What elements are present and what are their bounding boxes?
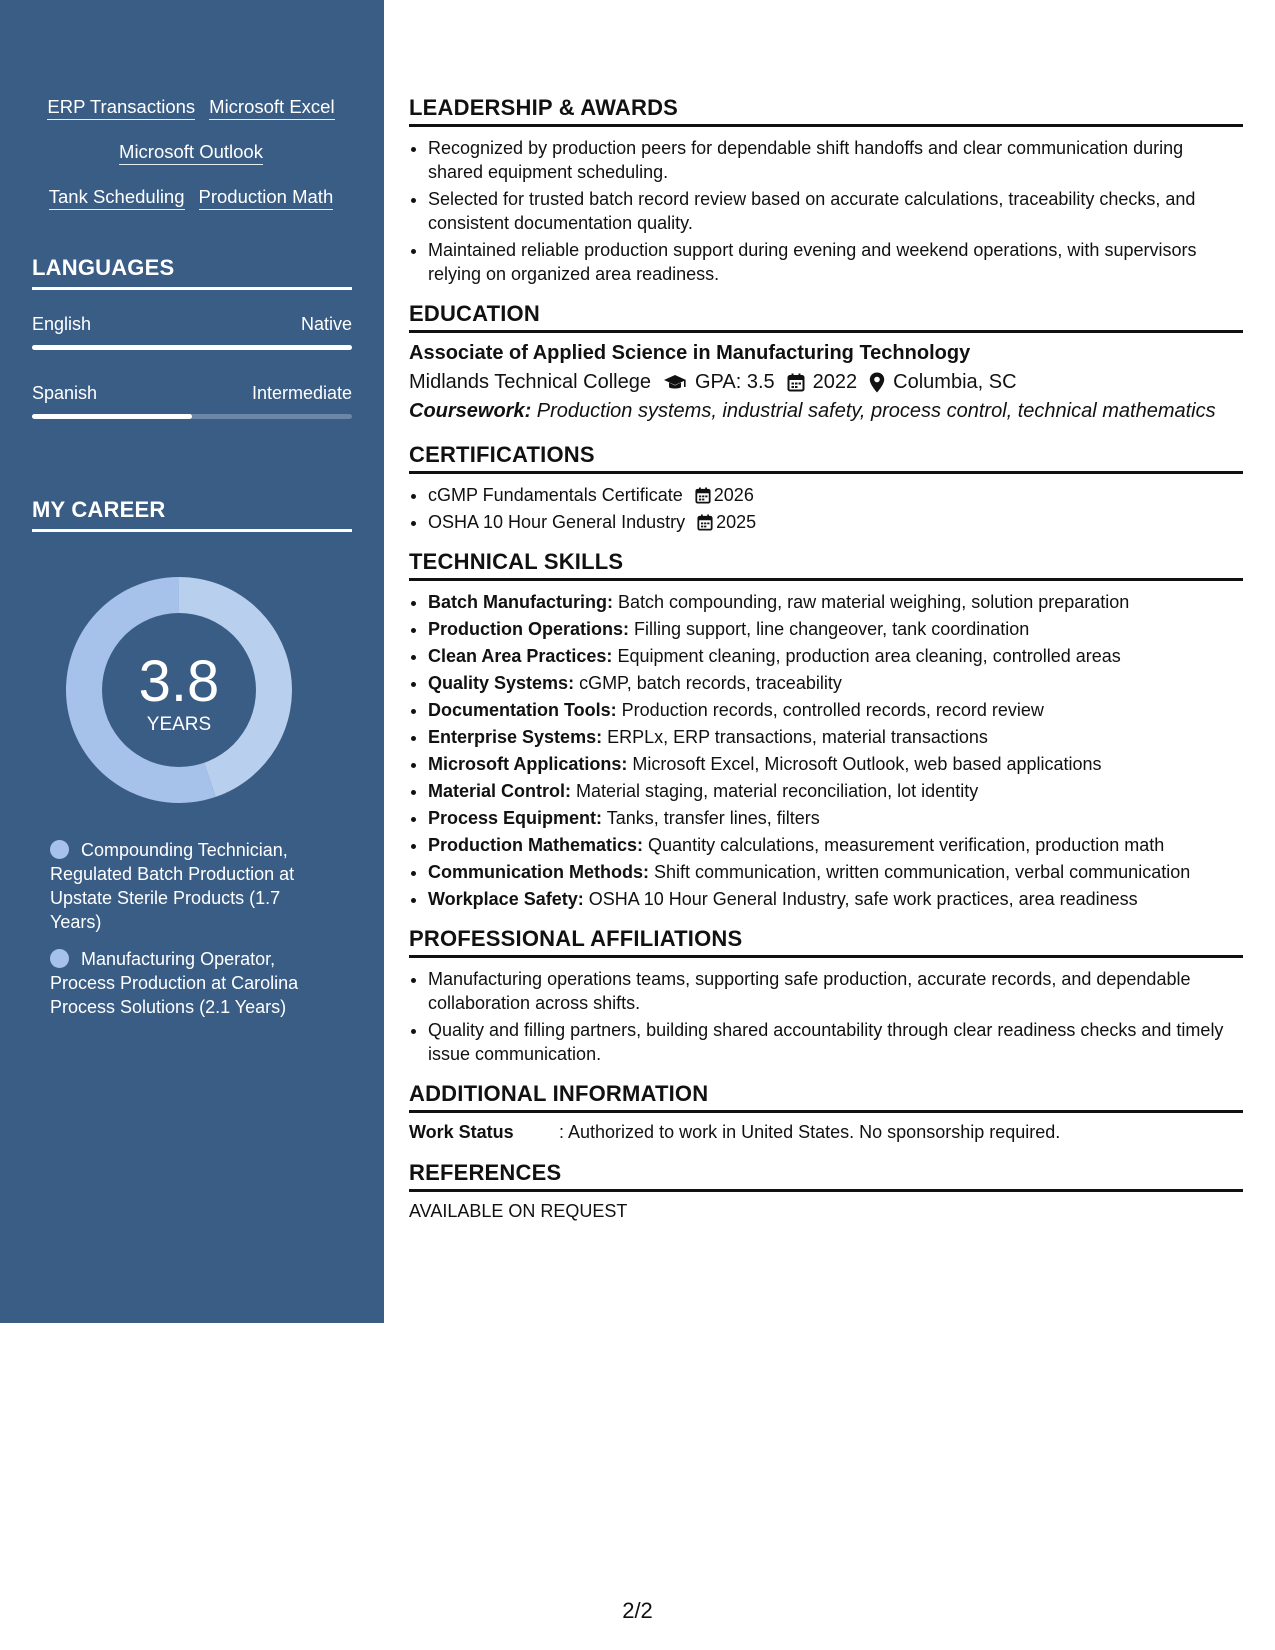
skill-label: Enterprise Systems:	[428, 727, 603, 747]
proficiency-bar	[32, 345, 352, 350]
references-heading: REFERENCES	[409, 1159, 1243, 1192]
leadership-heading: LEADERSHIP & AWARDS	[409, 94, 1243, 127]
school-location: Columbia, SC	[893, 371, 1017, 393]
skill-text: cGMP, batch records, traceability	[574, 673, 842, 693]
skill-item	[428, 644, 1243, 668]
list-item: • Quality and filling partners, building shared accountability through clear readiness checks and timely issue communication.	[428, 1018, 1243, 1066]
career-total: 3.8	[138, 649, 220, 714]
work-status-value: : Authorized to work in United States. No sponsorship required.	[559, 1122, 1061, 1142]
skill-tag: Microsoft Outlook	[119, 141, 263, 165]
location-pin-icon	[869, 372, 885, 393]
graduation-year: 2022	[812, 371, 858, 393]
language-english	[32, 314, 352, 350]
skill-label: Documentation Tools:	[428, 700, 617, 720]
certifications-heading: CERTIFICATIONS	[409, 441, 1243, 474]
education-heading: EDUCATION	[409, 300, 1243, 333]
list-item: • Manufacturing operations teams, supporting safe production, accurate records, and dependable collaboration across shifts.	[428, 967, 1243, 1015]
career-item	[50, 838, 325, 934]
proficiency-bar-fill	[32, 345, 352, 350]
cert-year: 2025	[716, 512, 757, 532]
calendar-icon	[697, 514, 713, 531]
skill-label: Clean Area Practices:	[428, 646, 613, 666]
proficiency-bar	[32, 414, 352, 419]
page-number: 2/2	[622, 1598, 653, 1623]
language-level: Native	[300, 314, 352, 334]
graduation-cap-icon	[663, 374, 687, 392]
language-name: English	[32, 314, 92, 334]
career-heading: MY CAREER	[32, 497, 352, 532]
coursework-label: Coursework:	[409, 400, 532, 422]
proficiency-bar-fill	[32, 414, 192, 419]
coursework	[409, 400, 1243, 423]
skill-label: Material Control:	[428, 781, 572, 801]
skill-item	[428, 779, 1243, 803]
skill-text: Microsoft Excel, Microsoft Outlook, web based applications	[627, 754, 1102, 774]
skill-item	[428, 671, 1243, 695]
sidebar	[0, 0, 384, 1323]
list-item: • Recognized by production peers for dependable shift handoffs and clear communication during shared equipment scheduling.	[428, 136, 1243, 184]
career-item	[50, 947, 325, 1019]
skill-item	[428, 617, 1243, 641]
career-item-text: Manufacturing Operator, Process Production at Carolina Process Solutions (2.1 Years)	[50, 949, 299, 1017]
skill-text: Equipment cleaning, production area cleaning, controlled areas	[612, 646, 1121, 666]
coursework-text: Production systems, industrial safety, process control, technical mathematics	[531, 400, 1216, 422]
bullet-dot-icon	[50, 949, 69, 968]
language-level: Intermediate	[251, 383, 352, 403]
main-content	[409, 94, 1243, 1222]
skill-item	[428, 752, 1243, 776]
cert-year: 2026	[713, 485, 754, 505]
languages-heading: LANGUAGES	[32, 255, 352, 290]
list-item: • Selected for trusted batch record review based on accurate calculations, traceability checks, and consistent documentation quality.	[428, 187, 1243, 235]
degree-title: Associate of Applied Science in Manufacturing Technology	[409, 342, 971, 364]
references-text: AVAILABLE ON REQUEST	[409, 1201, 628, 1221]
skill-item	[428, 860, 1243, 884]
skill-label: Quality Systems:	[428, 673, 575, 693]
career-list	[50, 838, 325, 1032]
skill-text: Material staging, material reconciliation, lot identity	[571, 781, 979, 801]
language-name: Spanish	[32, 383, 98, 403]
list-item	[428, 510, 1243, 534]
skill-label: Microsoft Applications:	[428, 754, 628, 774]
gpa: GPA: 3.5	[695, 371, 775, 393]
additional-info-heading: ADDITIONAL INFORMATION	[409, 1080, 1243, 1113]
skill-label: Workplace Safety:	[428, 889, 584, 909]
skill-item	[428, 887, 1243, 911]
skill-label: Production Operations:	[428, 619, 630, 639]
skill-item	[428, 590, 1243, 614]
skill-tag: Production Math	[199, 186, 334, 210]
skill-item	[428, 833, 1243, 857]
skill-text: Shift communication, written communication, verbal communication	[649, 862, 1191, 882]
skill-text: ERPLx, ERP transactions, material transactions	[602, 727, 988, 747]
career-unit: YEARS	[146, 714, 212, 735]
list-item: • Maintained reliable production support during evening and weekend operations, with supervisors relying on organized area readiness.	[428, 238, 1243, 286]
skill-text: OSHA 10 Hour General Industry, safe work practices, area readiness	[583, 889, 1138, 909]
skill-text: Production records, controlled records, record review	[616, 700, 1044, 720]
certifications-list	[409, 483, 1243, 534]
leadership-list	[409, 136, 1243, 286]
language-spanish	[32, 383, 352, 419]
affiliations-list	[409, 967, 1243, 1066]
bullet-dot-icon	[50, 840, 69, 859]
calendar-icon	[695, 487, 711, 504]
skill-label: Production Mathematics:	[428, 835, 644, 855]
technical-skills-list	[409, 590, 1243, 911]
skill-tags	[32, 86, 350, 221]
skill-label: Process Equipment:	[428, 808, 603, 828]
skill-tag: Microsoft Excel	[209, 96, 334, 120]
skill-tag: ERP Transactions	[47, 96, 195, 120]
career-item-text: Compounding Technician, Regulated Batch Production at Upstate Sterile Products (1.7 Years)	[50, 840, 295, 932]
skill-item	[428, 806, 1243, 830]
skill-text: Filling support, line changeover, tank coordination	[629, 619, 1030, 639]
career-donut-chart	[66, 577, 292, 803]
skill-text: Quantity calculations, measurement verification, production math	[643, 835, 1165, 855]
affiliations-heading: PROFESSIONAL AFFILIATIONS	[409, 925, 1243, 958]
work-status-label: Work Status	[409, 1122, 514, 1142]
cert-name: cGMP Fundamentals Certificate	[428, 485, 683, 505]
list-item	[428, 483, 1243, 507]
skill-item	[428, 725, 1243, 749]
cert-name: OSHA 10 Hour General Industry	[428, 512, 686, 532]
school-name: Midlands Technical College	[409, 371, 651, 393]
skill-item	[428, 698, 1243, 722]
work-status-row	[409, 1122, 1243, 1143]
technical-skills-heading: TECHNICAL SKILLS	[409, 548, 1243, 581]
skill-label: Communication Methods:	[428, 862, 649, 882]
skill-label: Batch Manufacturing:	[428, 592, 614, 612]
calendar-icon	[787, 373, 805, 392]
skill-text: Batch compounding, raw material weighing, solution preparation	[613, 592, 1130, 612]
education-details	[409, 371, 1243, 394]
skill-tag: Tank Scheduling	[49, 186, 185, 210]
skill-text: Tanks, transfer lines, filters	[602, 808, 820, 828]
